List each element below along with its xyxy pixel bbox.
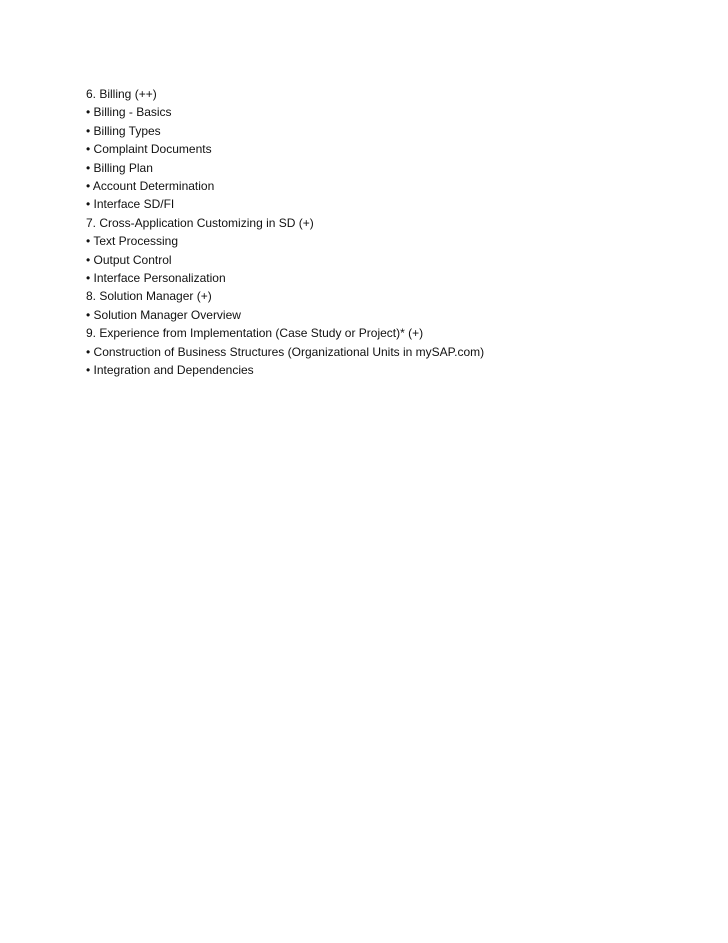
list-item: • Complaint Documents xyxy=(86,142,212,157)
list-item: • Billing Plan xyxy=(86,160,153,175)
list-item: • Output Control xyxy=(86,252,172,267)
section-heading-experience: 9. Experience from Implementation (Case Study or Project)* (+) xyxy=(86,326,424,341)
section-heading-billing: 6. Billing (++) xyxy=(86,87,157,101)
list-item: • Account Determination xyxy=(86,179,215,194)
section-heading-cross-application: 7. Cross-Application Customizing in SD (+) xyxy=(86,215,314,230)
list-item: • Interface SD/FI xyxy=(86,197,175,212)
list-item: • Billing - Basics xyxy=(86,105,172,120)
list-item: • Interface Personalization xyxy=(86,271,226,286)
list-item: • Construction of Business Structures (Organizational Units in mySAP.com) xyxy=(86,344,485,359)
list-item: • Solution Manager Overview xyxy=(86,307,241,322)
document-body xyxy=(86,85,686,380)
section-heading-solution-manager: 8. Solution Manager (+) xyxy=(86,289,212,304)
list-item: • Billing Types xyxy=(86,123,161,138)
list-item: • Integration and Dependencies xyxy=(86,363,254,378)
list-item: • Text Processing xyxy=(86,234,179,249)
